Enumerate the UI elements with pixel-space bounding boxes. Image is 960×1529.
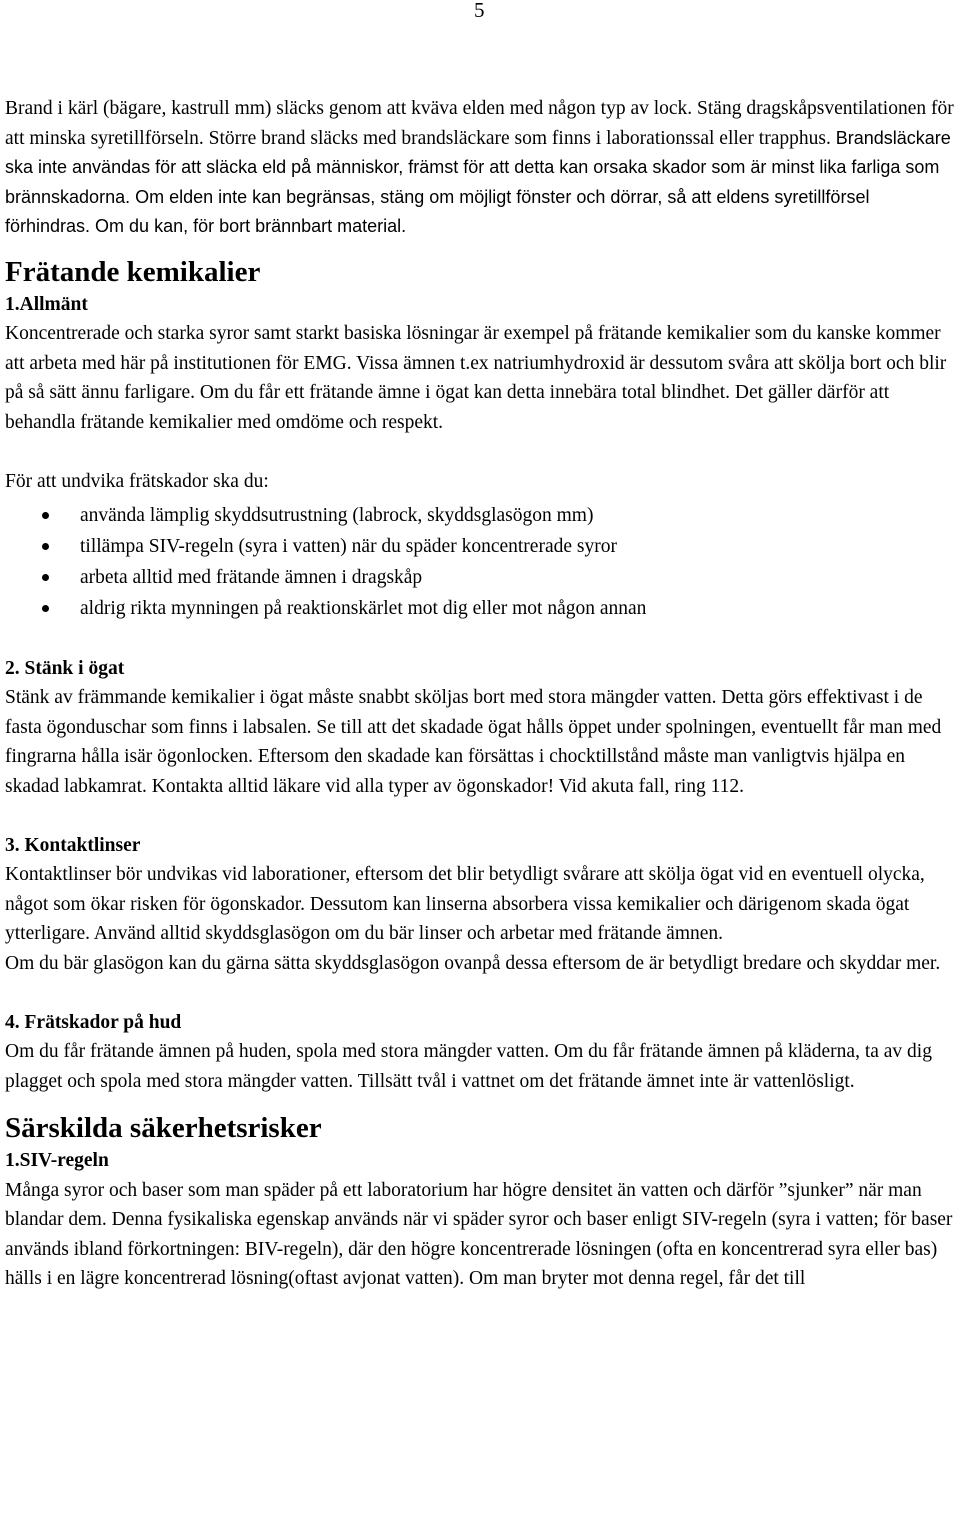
- heading-skin-burns: 4. Frätskador på hud: [5, 1011, 182, 1033]
- heading-siv-rule: 1.SIV-regeln: [5, 1150, 109, 1171]
- page-number: 5: [474, 0, 485, 22]
- contacts-paragraph-2: Om du bär glasögon kan du gärna sätta skyddsglasögon ovanpå dessa eftersom de är betydligt bredare och skyddar mer.: [5, 952, 941, 974]
- paragraph-gap: [5, 624, 955, 654]
- paragraph-gap: [5, 801, 955, 831]
- skin-paragraph: Om du får frätande ämnen på huden, spola med stora mängder vatten. Om du får frätande ämnen på kläderna, ta av dig plagget och spola med stora mängder vatten. Tillsätt tvål i vattnet om det frätande ämnet inte är vattenlösligt.: [5, 1041, 932, 1092]
- bullet-icon: [42, 605, 49, 612]
- list-item-text: aldrig rikta mynningen på reaktionskärlet mot dig eller mot någon annan: [80, 598, 647, 619]
- list-item: [5, 531, 955, 562]
- document-body: [5, 94, 955, 1294]
- heading-general: 1.Allmänt: [5, 293, 88, 315]
- list-item-text: arbeta alltid med frätande ämnen i dragskåp: [80, 567, 423, 588]
- bullet-icon: [42, 512, 49, 519]
- list-item-text: använda lämplig skyddsutrustning (labrock, skyddsglasögon mm): [80, 505, 594, 526]
- heading-eye-splash: 2. Stänk i ögat: [5, 657, 125, 679]
- paragraph-gap: [5, 978, 955, 1008]
- list-item-text: tillämpa SIV-regeln (syra i vatten) när du späder koncentrerade syror: [80, 536, 617, 557]
- heading-corrosive-chemicals: Frätande kemikalier: [5, 255, 261, 288]
- heading-special-risks: Särskilda säkerhetsrisker: [5, 1112, 322, 1144]
- list-item: [5, 500, 955, 531]
- fire-text-serif: Brand i kärl (bägare, kastrull mm) släcks genom att kväva elden med någon typ av lock. Stäng dragskåpsventilationen för att minska syretillförseln. Större brand släcks med brandsläckare som finns i laborationssal eller trapphus.: [5, 98, 954, 149]
- general-paragraph: Koncentrerade och starka syror samt starkt basiska lösningar är exempel på frätande kemikalier som du kanske kommer att arbeta med här på institutionen för EMG. Vissa ämnen t.ex natriumhydroxid är dessutom svåra att skölja bort och blir på så sätt ännu farligare. Om du får ett frätande ämne i ögat kan detta innebära total blindhet. Det gäller därför att behandla frätande kemikalier med omdöme och respekt.: [5, 323, 947, 433]
- eye-splash-paragraph: Stänk av främmande kemikalier i ögat måste snabbt sköljas bort med stora mängder vatten. Detta görs effektivast i de fasta ögonduschar som finns i labsalen. Se till att det skadade ögat hålls öppet under spolningen, eventuellt får man med fingrarna hålla isär ögonlocken. Eftersom den skadade kan försättas i chocktillstånd måste man vanligtvis hjälpa en skadad labkamrat. Kontakta alltid läkare vid alla typer av ögonskador! Vid akuta fall, ring 112.: [5, 687, 942, 797]
- contacts-paragraph-1: Kontaktlinser bör undvikas vid laborationer, eftersom det blir betydligt svårare att skölja ögat vid en eventuell olycka, något som ökar risken för ögonskador. Dessutom kan linserna absorbera vissa kemikalier och därigenom skada ögat ytterligare. Använd alltid skyddsglasögon om du bär linser och arbetar med frätande ämnen.: [5, 864, 925, 944]
- paragraph-gap: [5, 437, 955, 467]
- bullet-icon: [42, 543, 49, 550]
- heading-contact-lenses: 3. Kontaktlinser: [5, 834, 141, 856]
- fire-text-sans: Brandsläckare ska inte användas för att släcka eld på människor, främst för att detta kan orsaka skador som är minst lika farliga som brännskadorna. Om elden inte kan begränsas, stäng om möjligt fönster och dörrar, så att eldens syretillförsel förhindras. Om du kan, för bort brännbart material.: [5, 127, 951, 236]
- list-item: [5, 562, 955, 593]
- avoid-intro: För att undvika frätskador ska du:: [5, 470, 269, 492]
- list-item: [5, 593, 955, 624]
- bullet-icon: [42, 574, 49, 581]
- avoid-list: [5, 500, 955, 624]
- fire-paragraph: [5, 94, 955, 242]
- siv-paragraph: Många syror och baser som man späder på ett laboratorium har högre densitet än vatten och därför ”sjunker” när man blandar dem. Denna fysikaliska egenskap används när vi späder syror och baser enligt SIV-regeln (syra i vatten; för baser används ibland förkortningen: BIV-regeln), där den högre koncentrerade lösningen (ofta en koncentrerad syra eller bas) hälls i en lägre koncentrerad lösning(oftast avjonat vatten). Om man bryter mot denna regel, får det till: [5, 1179, 953, 1289]
